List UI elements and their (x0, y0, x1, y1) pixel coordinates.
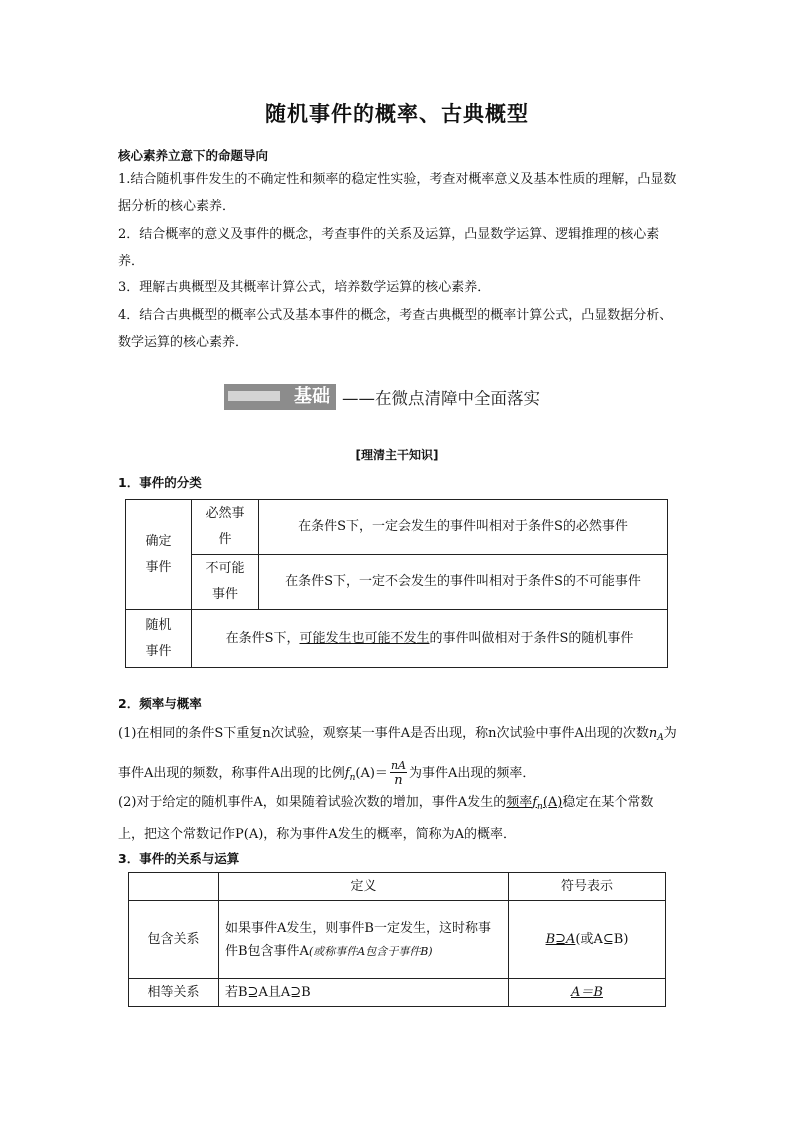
var: f (532, 795, 538, 810)
header-cell-empty (129, 873, 219, 901)
text: (或A⊆B) (575, 932, 629, 947)
relation-symbol-cell (509, 979, 666, 1007)
table-row (129, 979, 666, 1007)
text: 为事件A出现的频率． (408, 766, 536, 781)
underlined-blank (506, 795, 562, 810)
certain-event-cell: 确定事件 (126, 500, 192, 610)
var: n (648, 726, 658, 741)
header-cell-definition: 定义 (219, 873, 509, 901)
event-type-cell: 随机事件 (126, 610, 192, 668)
s3-heading: 3．事件的关系与运算 (118, 851, 240, 866)
page-title: 随机事件的概率、古典概型 (265, 102, 529, 126)
text: 如果事件A发生，则事件B一定发生，这时称事件B包含事件A (225, 920, 491, 959)
guide-item-4: 4．结合古典概型的概率公式及基本事件的概念，考查古典概型的概率计算公式，凸显数据分析、数学运算的核心素养． (118, 308, 673, 350)
text: (A)＝ (355, 766, 388, 781)
text: (或称事件A包含于事件B) (308, 944, 433, 958)
text: (1)在相同的条件S下重复n次试验，观察某一事件A是否出现，称n次试验中事件A出现的次数 (118, 726, 649, 741)
subscript: n (537, 802, 543, 812)
section-title: [理清主干知识] (355, 448, 439, 462)
text: 频率 (506, 795, 533, 810)
event-def-cell (192, 610, 668, 668)
underlined-blank: 可能发生也可能不发生 (299, 630, 430, 646)
relation-def-cell (219, 979, 509, 1007)
banner-subtitle: ——在微点清障中全面落实 (342, 389, 540, 408)
event-type-cell: 不可能事件 (192, 555, 259, 610)
header-cell-symbol: 符号表示 (509, 873, 666, 901)
event-classification-table (125, 499, 668, 668)
guide-item-3: 3．理解古典概型及其概率计算公式，培养数学运算的核心素养． (118, 280, 491, 295)
event-def-cell: 在条件S下，一定会发生的事件叫相对于条件S的必然事件 (259, 500, 668, 555)
s2-heading: 2．频率与概率 (118, 696, 202, 711)
fraction-numerator: nA (390, 759, 406, 772)
section-banner (224, 384, 540, 410)
table-row (129, 901, 666, 979)
table-header-row (129, 873, 666, 901)
fraction-denominator: n (394, 773, 403, 788)
relation-def-cell (219, 901, 509, 979)
relation-symbol-cell (509, 901, 666, 979)
text: (A) (542, 795, 563, 810)
event-relation-table (128, 872, 666, 1007)
text: 为事件A出现的频数，称事件A出现的比例 (118, 726, 677, 781)
guide-item-1: 1.结合随机事件发生的不确定性和频率的稳定性实验，考查对概率意义及基本性质的理解，凸显数据分析的核心素养． (118, 172, 677, 214)
relation-name-cell: 包含关系 (129, 901, 219, 979)
var: f (344, 766, 350, 781)
underlined-blank: B⊇A (545, 932, 576, 947)
def-text: 在条件S下， (225, 630, 300, 646)
table-row (126, 500, 668, 555)
fraction (390, 759, 407, 788)
guide-heading: 核心素养立意下的命题导向 (118, 148, 269, 163)
underlined-blank: A＝B (571, 985, 603, 1000)
banner-word: 基础 (294, 386, 330, 407)
table-row (126, 555, 668, 610)
text: (2)对于给定的随机事件A，如果随着试验次数的增加，事件A发生的 (118, 795, 507, 810)
banner-decoration (228, 391, 280, 401)
s1-heading: 1．事件的分类 (118, 475, 202, 490)
event-type-cell: 必然事件 (192, 500, 259, 555)
s2-para-1 (118, 716, 678, 796)
table-row (126, 610, 668, 668)
text: 稳定在某个常数上，把这个常数记作P(A)，称为事件A发生的概率，简称为A的概率． (118, 795, 654, 842)
relation-name-cell: 相等关系 (129, 979, 219, 1007)
event-def-cell: 在条件S下，一定不会发生的事件叫相对于条件S的不可能事件 (259, 555, 668, 610)
text: 若B⊇A且A⊇B (225, 985, 311, 1000)
banner-bar (224, 384, 336, 410)
s2-para-2 (118, 789, 678, 848)
guide-item-2: 2．结合概率的意义及事件的概念，考查事件的关系及运算，凸显数学运算、逻辑推理的核心素养． (118, 227, 660, 269)
subscript: A (657, 733, 664, 743)
def-text: 的事件叫做相对于条件S的随机事件 (429, 630, 634, 646)
subscript: n (349, 773, 356, 783)
